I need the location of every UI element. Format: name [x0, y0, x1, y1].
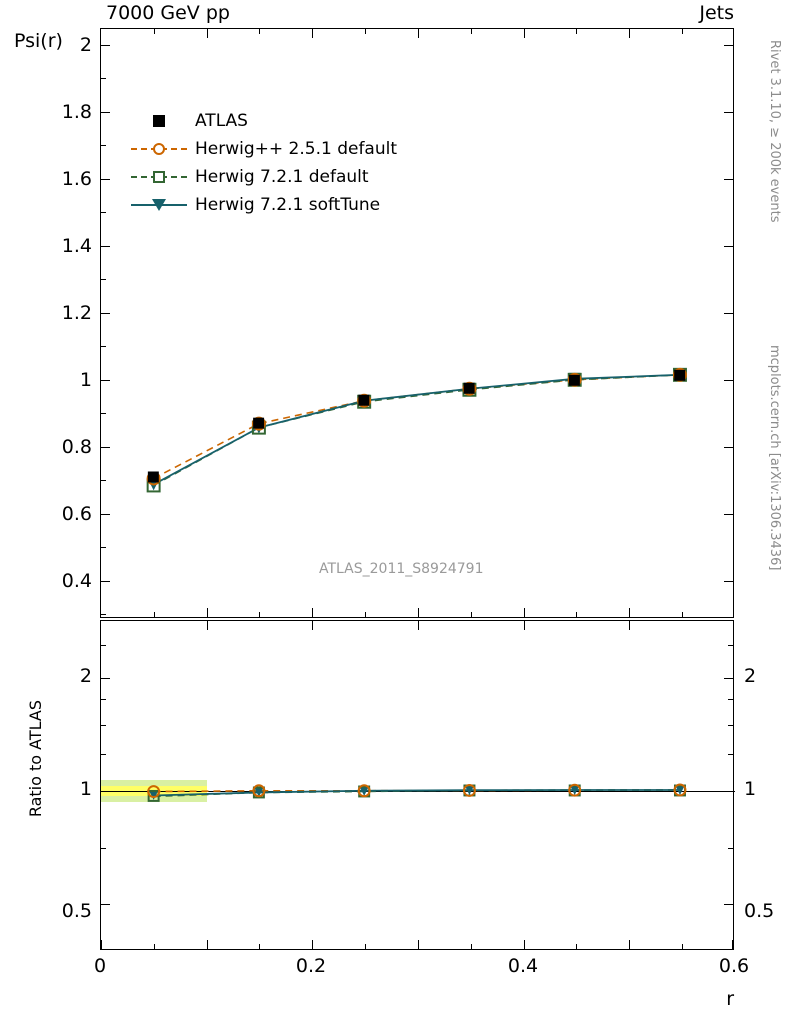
legend-key-atlas [131, 107, 187, 135]
legend-label-herwigpp251: Herwig++ 2.5.1 default [195, 139, 398, 159]
series-herwigpp251-markers [148, 369, 686, 485]
header-beam-energy: 7000 GeV pp [106, 2, 230, 24]
legend-label-atlas: ATLAS [195, 111, 248, 131]
main-plot-panel [100, 28, 734, 618]
series-herwigpp251-line [154, 375, 680, 479]
y-tick-label-2: 2 [79, 34, 92, 56]
filled-square-icon [153, 115, 165, 127]
main-plot-area [101, 29, 733, 617]
legend-entry-herwigpp251 [131, 135, 397, 163]
x-axis-title: r [726, 988, 734, 1010]
ratio-y-tick-label-0.5: 0.5 [61, 900, 92, 922]
series-herwig721-softtune-markers [148, 369, 686, 491]
series-atlas-markers [148, 370, 685, 483]
open-square-icon [153, 171, 165, 183]
x-tick-label-0: 0 [93, 955, 107, 977]
x-tick-label-0.4: 0.4 [507, 955, 539, 977]
legend-label-herwig721-softtune: Herwig 7.2.1 softTune [195, 195, 381, 215]
rivet-version-caption: Rivet 3.1.10, ≥ 200k events [767, 40, 782, 223]
legend-key-herwigpp251 [131, 135, 187, 163]
legend-entry-herwig721-softtune [131, 191, 397, 219]
y-axis-title-main: Psi(r) [14, 30, 63, 52]
analysis-watermark: ATLAS_2011_S8924791 [319, 561, 484, 577]
source-reference-caption: mcplots.cern.ch [arXiv:1306.3436] [767, 345, 782, 571]
y-tick-label-1.8: 1.8 [61, 101, 92, 123]
ratio-series-overlay [101, 621, 733, 949]
series-herwig721-softtune-line [154, 375, 680, 485]
legend-label-herwig721-default: Herwig 7.2.1 default [195, 167, 369, 187]
legend [131, 107, 397, 219]
open-circle-icon [153, 143, 165, 155]
series-herwig721-default-line [154, 375, 680, 486]
ratio-herwig721-softtune-line [154, 790, 680, 796]
x-tick-label-0.2: 0.2 [295, 955, 327, 977]
ratio-y-tick-label-right-1: 1 [744, 778, 757, 800]
y-tick-label-0.8: 0.8 [61, 436, 92, 458]
y-tick-label-1: 1 [79, 369, 92, 391]
legend-entry-herwig721-default [131, 163, 397, 191]
series-herwig721-default-markers [148, 369, 686, 492]
y-tick-label-0.4: 0.4 [61, 570, 92, 592]
ratio-y-tick-label-2: 2 [79, 665, 92, 687]
ratio-y-tick-label-right-0.5: 0.5 [744, 900, 775, 922]
legend-key-herwig721-softtune [131, 191, 187, 219]
y-axis-title-ratio: Ratio to ATLAS [26, 700, 45, 818]
ratio-y-tick-label-1: 1 [79, 778, 92, 800]
y-tick-label-0.6: 0.6 [61, 503, 92, 525]
y-tick-label-1.6: 1.6 [61, 168, 92, 190]
ratio-plot-panel [100, 620, 734, 950]
legend-entry-atlas [131, 107, 397, 135]
y-tick-label-1.2: 1.2 [61, 302, 92, 324]
y-tick-label-1.4: 1.4 [61, 235, 92, 257]
ratio-y-tick-label-right-2: 2 [744, 665, 757, 687]
ratio-plot-area [101, 621, 733, 949]
x-tick-label-0.6: 0.6 [718, 955, 750, 977]
header-process: Jets [699, 2, 734, 24]
legend-key-herwig721-default [131, 163, 187, 191]
filled-triangle-down-icon [152, 199, 166, 211]
